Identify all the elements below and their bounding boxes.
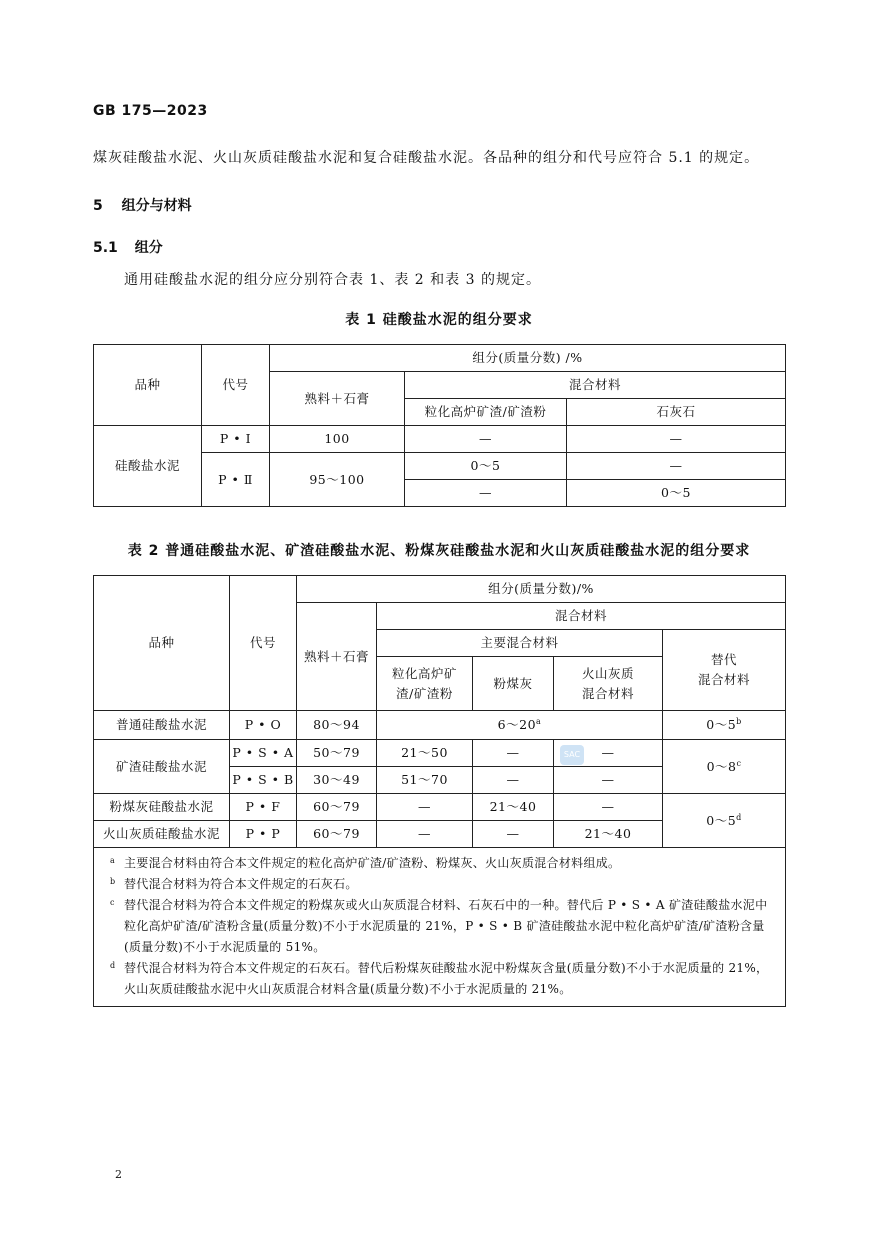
footnote-mark: d xyxy=(110,961,116,970)
cell-slag: — xyxy=(405,480,567,507)
cell-slag: 0～5 xyxy=(405,453,567,480)
cell-variety: 硅酸盐水泥 xyxy=(94,426,202,507)
section-title: 组分 xyxy=(134,240,163,256)
header-mixed-material: 混合材料 xyxy=(377,603,786,630)
cell-clinker: 100 xyxy=(270,426,405,453)
footnote-ref: d xyxy=(736,812,742,822)
cell-flyash: 21～40 xyxy=(473,794,554,821)
footnote-ref: a xyxy=(536,716,542,726)
cell-code: P • P xyxy=(230,821,297,848)
footnote-ref: b xyxy=(736,716,742,726)
header-main-mixed: 主要混合材料 xyxy=(377,630,663,657)
cell-flyash: — xyxy=(473,767,554,794)
cell-code: P • F xyxy=(230,794,297,821)
header-composition: 组分(质量分数)/% xyxy=(297,576,786,603)
footnote-text: 替代混合材料为符合本文件规定的石灰石。替代后粉煤灰硅酸盐水泥中粉煤灰含量(质量分数)不小于水泥质量的 21%，火山灰质硅酸盐水泥中火山灰质混合材料含量(质量分数)不小于水泥质量的 21%。 xyxy=(124,961,769,996)
footnote xyxy=(104,853,775,874)
footnote-mark: b xyxy=(110,877,116,886)
table-1 xyxy=(93,344,786,507)
cell-substitute-value: 0～5 xyxy=(706,812,737,828)
cell-code: P • O xyxy=(230,711,297,740)
header-slag-line2: 渣/矿渣粉 xyxy=(396,685,453,701)
cell-slag: 21～50 xyxy=(377,740,473,767)
cell-variety: 普通硅酸盐水泥 xyxy=(94,711,230,740)
cell-code: P • Ⅰ xyxy=(202,426,270,453)
cell-slag: — xyxy=(405,426,567,453)
header-variety: 品种 xyxy=(94,576,230,711)
header-substitute-line2: 混合材料 xyxy=(698,672,751,687)
header-pozz-line2: 混合材料 xyxy=(581,685,634,701)
header-limestone: 石灰石 xyxy=(567,399,786,426)
cell-slag: 51～70 xyxy=(377,767,473,794)
cell-pozzolanic: — xyxy=(554,767,663,794)
cell-slag: — xyxy=(377,821,473,848)
header-composition: 组分(质量分数) /% xyxy=(270,345,786,372)
section-5-heading xyxy=(93,195,192,215)
footnote-text: 主要混合材料由符合本文件规定的粒化高炉矿渣/矿渣粉、粉煤灰、火山灰质混合材料组成。 xyxy=(124,856,621,870)
header-flyash: 粉煤灰 xyxy=(473,657,554,711)
header-clinker: 熟料＋石膏 xyxy=(270,372,405,426)
cell-code: P • S • B xyxy=(230,767,297,794)
section-5-1-heading xyxy=(93,237,163,257)
footnote xyxy=(104,895,775,958)
section-title: 组分与材料 xyxy=(121,198,192,214)
section-number: 5 xyxy=(93,198,103,214)
header-pozz-line1: 火山灰质 xyxy=(581,665,634,681)
cell-main-mixed xyxy=(377,711,663,740)
footnote-ref: c xyxy=(736,758,742,768)
table-2-caption: 表 2 普通硅酸盐水泥、矿渣硅酸盐水泥、粉煤灰硅酸盐水泥和火山灰质硅酸盐水泥的组分要求 xyxy=(127,543,751,559)
cell-substitute xyxy=(663,711,786,740)
cell-clinker: 95～100 xyxy=(270,453,405,507)
watermark-logo: SAC xyxy=(560,745,584,765)
cell-clinker: 30～49 xyxy=(297,767,377,794)
intro-paragraph: 煤灰硅酸盐水泥、火山灰质硅酸盐水泥和复合硅酸盐水泥。各品种的组分和代号应符合 5.1 的规定。 xyxy=(93,150,760,166)
header-variety: 品种 xyxy=(94,345,202,426)
footnote-text: 替代混合材料为符合本文件规定的石灰石。 xyxy=(124,877,358,891)
cell-clinker: 80～94 xyxy=(297,711,377,740)
footnote xyxy=(104,874,775,895)
cell-limestone: — xyxy=(567,453,786,480)
header-slag-line1: 粒化高炉矿 xyxy=(391,665,457,681)
cell-variety: 火山灰质硅酸盐水泥 xyxy=(94,821,230,848)
header-slag xyxy=(377,657,473,711)
cell-limestone: — xyxy=(567,426,786,453)
header-code: 代号 xyxy=(202,345,270,426)
cell-substitute xyxy=(663,794,786,848)
page-number: 2 xyxy=(115,1168,122,1181)
header-clinker: 熟料＋石膏 xyxy=(297,603,377,711)
footnote-mark: c xyxy=(110,898,115,907)
footnote xyxy=(104,958,775,1000)
cell-pozzolanic: 21～40 xyxy=(554,821,663,848)
cell-variety: 粉煤灰硅酸盐水泥 xyxy=(94,794,230,821)
table-footnotes xyxy=(94,848,786,1007)
cell-limestone: 0～5 xyxy=(567,480,786,507)
header-code: 代号 xyxy=(230,576,297,711)
footnote-mark: a xyxy=(110,856,116,865)
cell-variety: 矿渣硅酸盐水泥 xyxy=(94,740,230,794)
header-slag: 粒化高炉矿渣/矿渣粉 xyxy=(405,399,567,426)
cell-substitute-value: 0～5 xyxy=(706,717,737,732)
cell-pozzolanic: — xyxy=(554,740,663,767)
section-number: 5.1 xyxy=(93,240,118,256)
header-pozzolanic xyxy=(554,657,663,711)
cell-flyash: — xyxy=(473,740,554,767)
cell-flyash: — xyxy=(473,821,554,848)
cell-pozzolanic: — xyxy=(554,794,663,821)
header-substitute-line1: 替代 xyxy=(711,652,738,667)
cell-slag: — xyxy=(377,794,473,821)
cell-code: P • S • A xyxy=(230,740,297,767)
cell-clinker: 60～79 xyxy=(297,794,377,821)
cell-clinker: 50～79 xyxy=(297,740,377,767)
section-5-1-paragraph: 通用硅酸盐水泥的组分应分别符合表 1、表 2 和表 3 的规定。 xyxy=(124,272,541,288)
cell-clinker: 60～79 xyxy=(297,821,377,848)
cell-substitute xyxy=(663,740,786,794)
standard-code-header: GB 175—2023 xyxy=(93,103,208,119)
cell-code: P • Ⅱ xyxy=(202,453,270,507)
cell-substitute-value: 0～8 xyxy=(706,758,737,774)
table-2 xyxy=(93,575,786,1007)
footnote-text: 替代混合材料为符合本文件规定的粉煤灰或火山灰质混合材料、石灰石中的一种。替代后 P • S • A 矿渣硅酸盐水泥中粒化高炉矿渣/矿渣粉含量(质量分数)不小于水泥质量的 21%，P • S • B 矿渣硅酸盐水泥中粒化高炉矿渣/矿渣粉含量(质量分数)不小于水泥质量的 51%。 xyxy=(124,898,768,954)
table-1-caption: 表 1 硅酸盐水泥的组分要求 xyxy=(345,312,533,328)
cell-main-mixed-value: 6～20 xyxy=(497,717,537,732)
header-mixed-material: 混合材料 xyxy=(405,372,786,399)
header-substitute xyxy=(663,630,786,711)
